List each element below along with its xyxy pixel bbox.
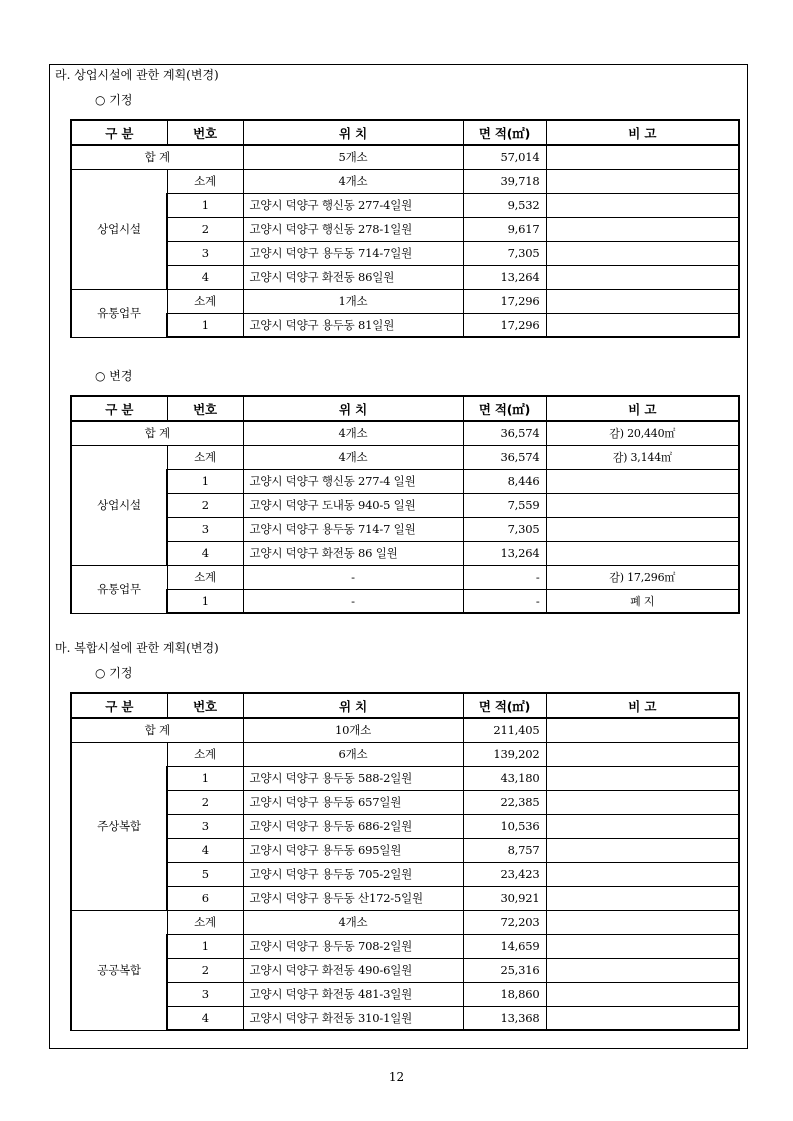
row-area: 9,617	[463, 217, 546, 241]
row-location: 고양시 덕양구 행신동 278-1일원	[243, 217, 463, 241]
table-row	[71, 814, 739, 838]
row-area: 8,446	[463, 469, 546, 493]
subtotal-label: 소계	[167, 742, 243, 766]
subtotal-location: -	[243, 565, 463, 589]
row-number: 1	[167, 193, 243, 217]
header-category: 구 분	[71, 120, 167, 145]
row-note	[546, 814, 739, 838]
header-area: 면 적(㎡)	[463, 693, 546, 718]
row-area: 13,264	[463, 541, 546, 565]
table-row	[71, 289, 739, 313]
table-header-row	[71, 693, 739, 718]
total-area: 211,405	[463, 718, 546, 742]
row-number: 4	[167, 838, 243, 862]
table-row	[71, 493, 739, 517]
table-row	[71, 838, 739, 862]
row-location: 고양시 덕양구 화전동 310-1일원	[243, 1006, 463, 1030]
section-ma-title: 마. 복합시설에 관한 계획(변경)	[55, 641, 219, 655]
total-note	[546, 718, 739, 742]
row-note	[546, 265, 739, 289]
row-location: 고양시 덕양구 행신동 277-4일원	[243, 193, 463, 217]
table-row	[71, 790, 739, 814]
total-label: 합 계	[71, 421, 243, 445]
row-area: 30,921	[463, 886, 546, 910]
table-row	[71, 958, 739, 982]
commercial-changed-table	[70, 395, 740, 614]
row-number: 4	[167, 541, 243, 565]
subtotal-area: -	[463, 565, 546, 589]
subtotal-label: 소계	[167, 445, 243, 469]
section-ma-existing-label: ○ 기정	[95, 666, 133, 680]
table-row	[71, 886, 739, 910]
row-number: 6	[167, 886, 243, 910]
row-area: 8,757	[463, 838, 546, 862]
table-row	[71, 766, 739, 790]
row-area: 17,296	[463, 313, 546, 337]
subtotal-area: 17,296	[463, 289, 546, 313]
total-note	[546, 145, 739, 169]
row-note	[546, 766, 739, 790]
subtotal-location: 4개소	[243, 445, 463, 469]
subtotal-location: 6개소	[243, 742, 463, 766]
table-row	[71, 541, 739, 565]
row-note	[546, 541, 739, 565]
row-location: 고양시 덕양구 용두동 588-2일원	[243, 766, 463, 790]
total-row	[71, 421, 739, 445]
row-area: 10,536	[463, 814, 546, 838]
row-location: 고양시 덕양구 용두동 714-7 일원	[243, 517, 463, 541]
table-row	[71, 589, 739, 613]
table-row	[71, 742, 739, 766]
table-row	[71, 469, 739, 493]
row-location: 고양시 덕양구 화전동 86일원	[243, 265, 463, 289]
subtotal-area: 36,574	[463, 445, 546, 469]
row-number: 3	[167, 241, 243, 265]
row-location: 고양시 덕양구 화전동 481-3일원	[243, 982, 463, 1006]
table-header-row	[71, 120, 739, 145]
row-note	[546, 517, 739, 541]
table-row	[71, 1006, 739, 1030]
header-area: 면 적(㎡)	[463, 120, 546, 145]
row-number: 5	[167, 862, 243, 886]
header-category: 구 분	[71, 693, 167, 718]
subtotal-note	[546, 910, 739, 934]
total-label: 합 계	[71, 145, 243, 169]
table-row	[71, 982, 739, 1006]
group-label-distribution: 유통업무	[71, 565, 167, 613]
row-location: 고양시 덕양구 용두동 81일원	[243, 313, 463, 337]
row-note	[546, 217, 739, 241]
row-note	[546, 193, 739, 217]
subtotal-area: 72,203	[463, 910, 546, 934]
table-row	[71, 517, 739, 541]
subtotal-label: 소계	[167, 565, 243, 589]
header-note: 비 고	[546, 120, 739, 145]
total-area: 36,574	[463, 421, 546, 445]
table-row	[71, 565, 739, 589]
row-area: 13,264	[463, 265, 546, 289]
row-note	[546, 313, 739, 337]
row-note	[546, 958, 739, 982]
row-number: 3	[167, 814, 243, 838]
header-location: 위 치	[243, 120, 463, 145]
row-note: 폐 지	[546, 589, 739, 613]
subtotal-location: 4개소	[243, 910, 463, 934]
total-location: 5개소	[243, 145, 463, 169]
table-row	[71, 169, 739, 193]
header-number: 번호	[167, 120, 243, 145]
row-number: 4	[167, 265, 243, 289]
group-label-distribution: 유통업무	[71, 289, 167, 337]
row-number: 2	[167, 790, 243, 814]
row-area: 14,659	[463, 934, 546, 958]
table-row	[71, 217, 739, 241]
row-note	[546, 790, 739, 814]
section-ra-changed-label: ○ 변경	[95, 369, 133, 383]
row-location: 고양시 덕양구 도내동 940-5 일원	[243, 493, 463, 517]
total-row	[71, 718, 739, 742]
subtotal-label: 소계	[167, 289, 243, 313]
header-note: 비 고	[546, 693, 739, 718]
table-row	[71, 241, 739, 265]
group-label-public-complex: 공공복합	[71, 910, 167, 1030]
row-note	[546, 1006, 739, 1030]
row-note	[546, 934, 739, 958]
row-location: 고양시 덕양구 용두동 657일원	[243, 790, 463, 814]
row-location: 고양시 덕양구 용두동 산172-5일원	[243, 886, 463, 910]
subtotal-location: 4개소	[243, 169, 463, 193]
row-area: 9,532	[463, 193, 546, 217]
group-label-mixed-commercial: 주상복합	[71, 742, 167, 910]
header-location: 위 치	[243, 396, 463, 421]
section-ra-title: 라. 상업시설에 관한 계획(변경)	[55, 68, 219, 82]
header-note: 비 고	[546, 396, 739, 421]
row-area: 43,180	[463, 766, 546, 790]
row-note	[546, 493, 739, 517]
subtotal-label: 소계	[167, 169, 243, 193]
row-number: 2	[167, 493, 243, 517]
table-row	[71, 193, 739, 217]
subtotal-area: 139,202	[463, 742, 546, 766]
row-area: 23,423	[463, 862, 546, 886]
group-label-commercial: 상업시설	[71, 445, 167, 565]
row-number: 2	[167, 217, 243, 241]
subtotal-note: 감) 17,296㎡	[546, 565, 739, 589]
row-location: -	[243, 589, 463, 613]
row-location: 고양시 덕양구 용두동 695일원	[243, 838, 463, 862]
table-row	[71, 265, 739, 289]
row-area: 7,559	[463, 493, 546, 517]
row-note	[546, 982, 739, 1006]
row-number: 1	[167, 313, 243, 337]
header-number: 번호	[167, 396, 243, 421]
row-number: 1	[167, 766, 243, 790]
total-row	[71, 145, 739, 169]
subtotal-note: 감) 3,144㎡	[546, 445, 739, 469]
table-row	[71, 445, 739, 469]
subtotal-area: 39,718	[463, 169, 546, 193]
row-location: 고양시 덕양구 화전동 86 일원	[243, 541, 463, 565]
row-area: 18,860	[463, 982, 546, 1006]
table-header-row	[71, 396, 739, 421]
subtotal-location: 1개소	[243, 289, 463, 313]
commercial-existing-table	[70, 119, 740, 338]
row-area: 22,385	[463, 790, 546, 814]
total-location: 4개소	[243, 421, 463, 445]
section-ra-existing-label: ○ 기정	[95, 93, 133, 107]
row-note	[546, 886, 739, 910]
table-row	[71, 862, 739, 886]
row-area: -	[463, 589, 546, 613]
subtotal-note	[546, 742, 739, 766]
table-row	[71, 934, 739, 958]
total-note: 감) 20,440㎡	[546, 421, 739, 445]
row-number: 1	[167, 469, 243, 493]
row-area: 25,316	[463, 958, 546, 982]
table-row	[71, 313, 739, 337]
header-area: 면 적(㎡)	[463, 396, 546, 421]
header-number: 번호	[167, 693, 243, 718]
subtotal-note	[546, 289, 739, 313]
row-area: 13,368	[463, 1006, 546, 1030]
header-category: 구 분	[71, 396, 167, 421]
row-note	[546, 862, 739, 886]
subtotal-note	[546, 169, 739, 193]
row-area: 7,305	[463, 241, 546, 265]
row-location: 고양시 덕양구 화전동 490-6일원	[243, 958, 463, 982]
total-location: 10개소	[243, 718, 463, 742]
row-note	[546, 469, 739, 493]
row-location: 고양시 덕양구 용두동 686-2일원	[243, 814, 463, 838]
row-note	[546, 241, 739, 265]
row-location: 고양시 덕양구 용두동 714-7일원	[243, 241, 463, 265]
row-location: 고양시 덕양구 용두동 708-2일원	[243, 934, 463, 958]
row-number: 3	[167, 982, 243, 1006]
row-number: 3	[167, 517, 243, 541]
table-row	[71, 910, 739, 934]
row-location: 고양시 덕양구 용두동 705-2일원	[243, 862, 463, 886]
header-location: 위 치	[243, 693, 463, 718]
page-number: 12	[388, 1070, 405, 1084]
subtotal-label: 소계	[167, 910, 243, 934]
total-label: 합 계	[71, 718, 243, 742]
row-note	[546, 838, 739, 862]
row-number: 1	[167, 589, 243, 613]
row-number: 1	[167, 934, 243, 958]
row-area: 7,305	[463, 517, 546, 541]
total-area: 57,014	[463, 145, 546, 169]
group-label-commercial: 상업시설	[71, 169, 167, 289]
complex-existing-table	[70, 692, 740, 1031]
row-number: 4	[167, 1006, 243, 1030]
row-location: 고양시 덕양구 행신동 277-4 일원	[243, 469, 463, 493]
row-number: 2	[167, 958, 243, 982]
